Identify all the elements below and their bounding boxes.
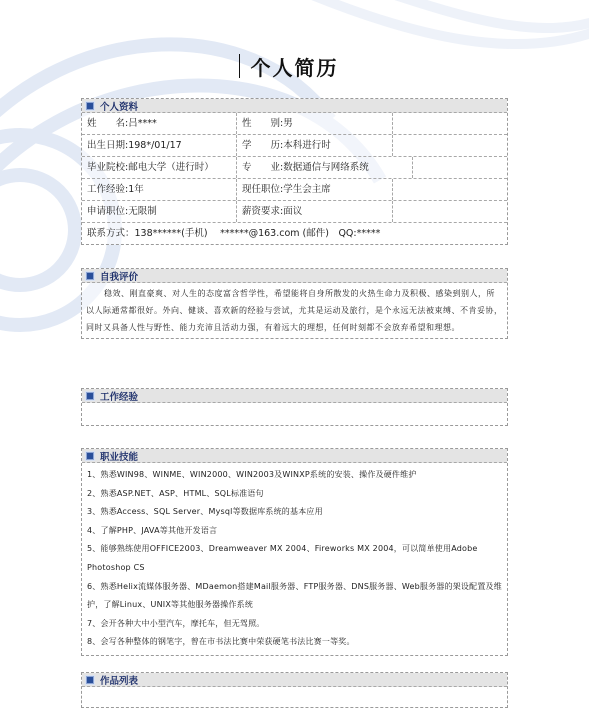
- skill-item: 8、会写各种整体的钢笔字，曾在市书法比赛中荣获硬笔书法比赛一等奖。: [87, 637, 355, 647]
- major-value: 数据通信与网络系统: [283, 162, 369, 173]
- empty-cell: [393, 179, 507, 200]
- empty-cell: [393, 135, 507, 156]
- birth-label: 出生日期:: [87, 140, 129, 151]
- school-cell: [82, 157, 237, 178]
- gender-value: 男: [283, 118, 293, 129]
- name-cell: [82, 113, 237, 134]
- empty-cell: [413, 157, 507, 178]
- skill-item: 4、了解PHP、JAVA等其他开发语言: [87, 525, 218, 535]
- works-content: [82, 687, 507, 707]
- degree-value: 本科进行时: [283, 140, 331, 151]
- school-label: 毕业院校:: [87, 162, 129, 173]
- skills-list: [82, 463, 507, 655]
- skill-item: 2、熟悉ASP.NET、ASP、HTML、SQL标准语句: [87, 488, 264, 498]
- self-eval-text: 稳效、刚直豪爽、对人生的态度富含哲学性，希望能将自身所散发的火热生命力及积极、感染到别人，所以人际通常都很好。外向、健谈、喜欢新的经验与尝试，尤其是运动及旅行，是个永远无法被束缚、不肯妥协，同时又具备人性与野性、能力充沛且活动力强，有着远大的理想，任何时刻都不会放弃希望和理想。: [86, 289, 503, 332]
- info-row: [82, 113, 507, 135]
- section-personal: [81, 98, 508, 245]
- section-bullet-icon: [86, 102, 94, 110]
- section-title: 自我评价: [100, 271, 139, 283]
- degree-cell: [237, 135, 393, 156]
- section-header: [82, 269, 507, 283]
- section-bullet-icon: [86, 392, 94, 400]
- birth-cell: [82, 135, 237, 156]
- section-header: [82, 673, 507, 687]
- birth-value: 198*/01/17: [128, 140, 182, 151]
- name-value: 吕****: [128, 118, 157, 129]
- info-row: [82, 157, 507, 179]
- section-title: 工作经验: [100, 391, 139, 403]
- empty-cell: [393, 113, 507, 134]
- apply-value: 无限制: [128, 206, 157, 217]
- position-cell: [237, 179, 393, 200]
- skill-item: 3、熟悉Access、SQL Server、Mysql等数据库系统的基本应用: [87, 507, 323, 517]
- section-works: [81, 672, 508, 708]
- info-row: [82, 223, 507, 244]
- salary-label: 薪资要求:: [242, 206, 284, 217]
- skill-item: 1、熟悉WIN98、WINME、WIN2000、WIN2003及WINXP系统的安装、操作及硬件维护: [87, 470, 417, 479]
- position-value: 学生会主席: [283, 184, 331, 195]
- name-label: 姓 名:: [87, 118, 129, 129]
- section-self-eval: [81, 268, 508, 339]
- school-value: 邮电大学（进行时）: [128, 162, 214, 173]
- empty-cell: [393, 201, 507, 222]
- degree-label: 学 历:: [242, 140, 284, 151]
- section-header: [82, 449, 507, 463]
- section-bullet-icon: [86, 676, 94, 684]
- skill-item: 7、会开各种大中小型汽车，摩托车，但无驾照。: [87, 618, 265, 628]
- gender-label: 性 别:: [242, 118, 284, 129]
- major-cell: [237, 157, 413, 178]
- experience-label: 工作经验:: [87, 184, 129, 195]
- apply-label: 申请职位:: [87, 206, 129, 217]
- section-bullet-icon: [86, 452, 94, 460]
- work-content: [82, 403, 507, 425]
- salary-cell: [237, 201, 393, 222]
- section-skills: [81, 448, 508, 656]
- section-work: [81, 388, 508, 426]
- major-label: 专 业:: [242, 162, 284, 173]
- section-header: [82, 99, 507, 113]
- position-label: 现任职位:: [242, 184, 284, 195]
- experience-value: 1年: [128, 184, 144, 195]
- skill-item: 5、能够熟练使用OFFICE2003、Dreamweaver MX 2004、Fireworks MX 2004，可以简单使用Adobe Photoshop CS: [87, 544, 478, 572]
- section-title: 个人资料: [100, 101, 139, 113]
- contact-cell: 联系方式：138******(手机) ******@163.com (邮件) QQ:*****: [87, 228, 381, 239]
- section-header: [82, 389, 507, 403]
- info-row: [82, 135, 507, 157]
- section-title: 职业技能: [100, 451, 139, 463]
- skill-item: 6、熟悉Helix流媒体服务器、MDaemon搭建Mail服务器、FTP服务器、DNS服务器、Web服务器的架设配置及维护，了解Linux、UNIX等其他服务器操作系统: [87, 581, 502, 610]
- experience-cell: [82, 179, 237, 200]
- page-title: 个人简历: [250, 56, 339, 80]
- section-title: 作品列表: [100, 675, 139, 687]
- info-row: [82, 179, 507, 201]
- gender-cell: [237, 113, 393, 134]
- apply-cell: [82, 201, 237, 222]
- section-bullet-icon: [86, 272, 94, 280]
- salary-value: 面议: [283, 206, 303, 217]
- info-row: [82, 201, 507, 223]
